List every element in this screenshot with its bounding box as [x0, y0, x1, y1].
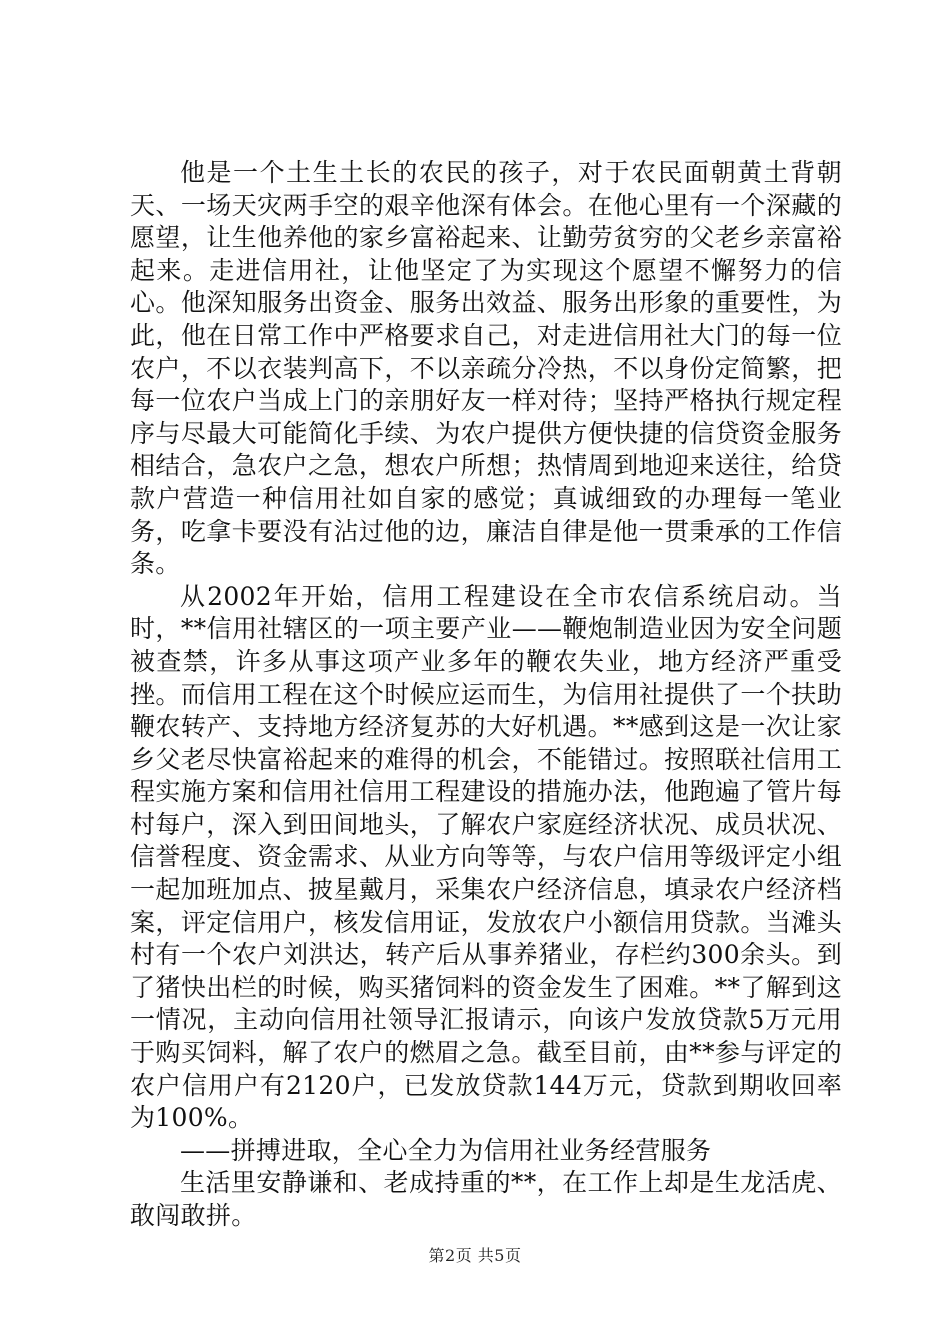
section-heading: ——拼搏进取，全心全力为信用社业务经营服务: [180, 1135, 712, 1165]
paragraph-2: 从2002年开始，信用工程建设在全市农信系统启动。当时，**信用社辖区的一项主要产业——鞭炮制造业因为安全问题被查禁，许多从事这项产业多年的鞭农失业，地方经济严重受挫。而信用工程在这个时候应运而生，为信用社提供了一个扶助鞭农转产、支持地方经济复苏的大好机遇。**感到这是一次让家乡父老尽快富裕起来的难得的机会，不能错过。按照联社信用工程实施方案和信用社信用工程建设的措施办法，他跑遍了管片每村每户，深入到田间地头，了解农户家庭经济状况、成员状况、信誉程度、资金需求、从业方向等等，与农户信用等级评定小组一起加班加点、披星戴月，采集农户经济信息，填录农户经济档案，评定信用户，核发信用证，发放农户小额信用贷款。当滩头村有一个农户刘洪达，转产后从事养猪业，存栏约300余头。到了猪快出栏的时候，购买猪饲料的资金发生了困难。**了解到这一情况，主动向信用社领导汇报请示，向该户发放贷款5万元用于购买饲料，解了农户的燃眉之急。截至目前，由**参与评定的农户信用户有2120户，已发放贷款144万元，贷款到期收回率为100%。: [130, 581, 842, 1133]
document-body: [130, 157, 842, 1233]
paragraph-3: 生活里安静谦和、老成持重的**，在工作上却是生龙活虎、敢闯敢拼。: [130, 1168, 842, 1230]
paragraph-1: 他是一个土生土长的农民的孩子，对于农民面朝黄土背朝天、一场天灾两手空的艰辛他深有体会。在他心里有一个深藏的愿望，让生他养他的家乡富裕起来、让勤劳贫穷的父老乡亲富裕起来。走进信用社，让他坚定了为实现这个愿望不懈努力的信心。他深知服务出资金、服务出效益、服务出形象的重要性，为此，他在日常工作中严格要求自己，对走进信用社大门的每一位农户，不以衣装判高下，不以亲疏分冷热，不以身份定简繁，把每一位农户当成上门的亲朋好友一样对待；坚持严格执行规定程序与尽最大可能简化手续、为农户提供方便快捷的信贷资金服务相结合，急农户之急，想农户所想；热情周到地迎来送往，给贷款户营造一种信用社如自家的感觉；真诚细致的办理每一笔业务，吃拿卡要没有沾过他的边，廉洁自律是他一贯秉承的工作信条。: [130, 158, 842, 579]
page-footer: 第2页 共5页: [428, 1246, 522, 1265]
